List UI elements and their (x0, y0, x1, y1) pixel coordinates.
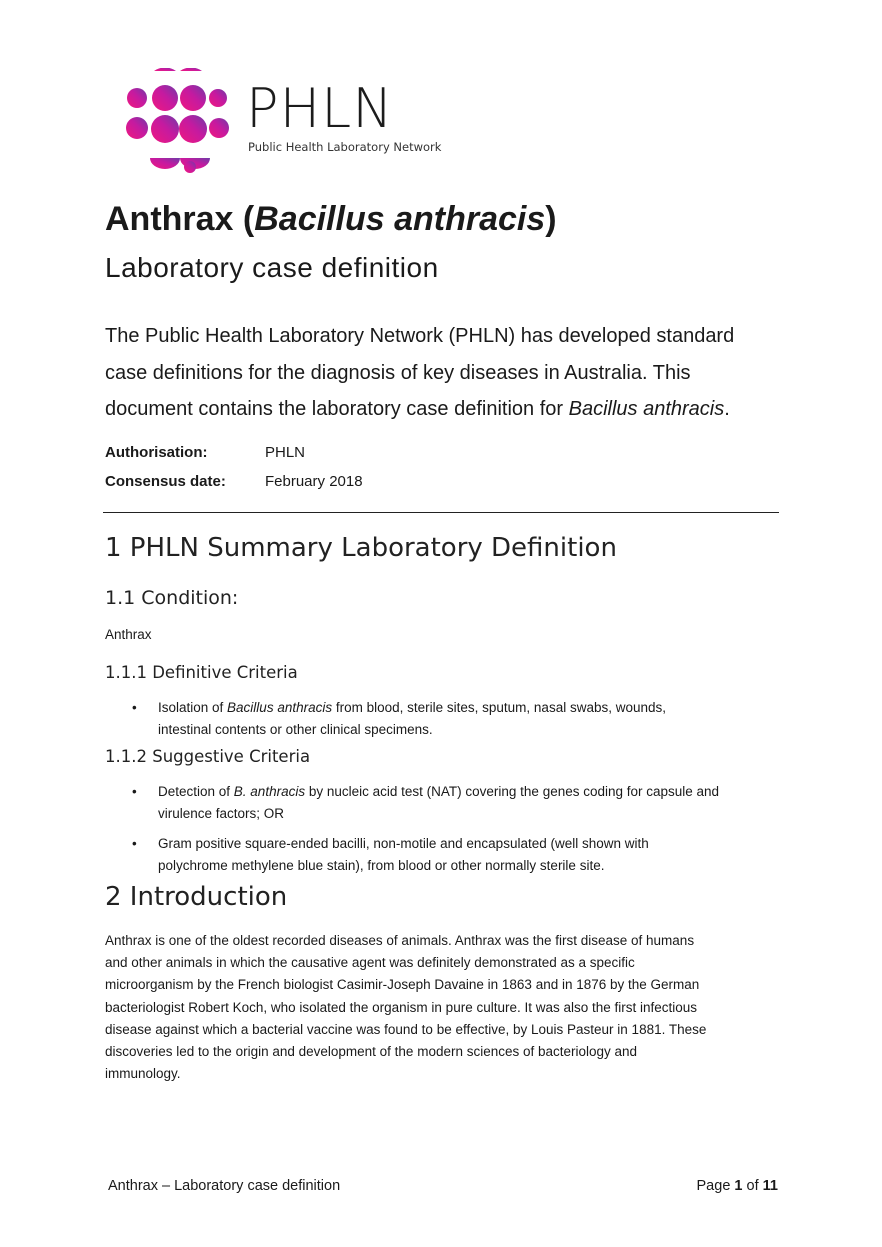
intro-line: The Public Health Laboratory Network (PHLN) has developed standard (105, 325, 735, 347)
item-species: Bacillus anthracis (227, 700, 333, 715)
bullet-icon: • (132, 700, 137, 715)
subsection-heading-condition: 1.1 Condition: (105, 587, 239, 609)
phln-logo (124, 68, 444, 178)
intro-line (105, 391, 785, 428)
title-species: Bacillus anthracis (254, 200, 546, 238)
page-total: 11 (762, 1178, 778, 1194)
section-heading-introduction: 2 Introduction (105, 882, 288, 912)
paragraph-line: discoveries led to the origin and development of the modern sciences of bacteriology and (105, 1044, 638, 1060)
list-item (128, 781, 788, 825)
logo-tagline: Public Health Laboratory Network (248, 140, 442, 154)
item-text-continued: polychrome methylene blue stain), from blood or other normally sterile site. (158, 858, 605, 873)
document-subtitle: Laboratory case definition (105, 252, 439, 283)
bullet-icon: • (132, 784, 137, 799)
meta-value: PHLN (265, 444, 306, 461)
suggestive-criteria-list (128, 781, 788, 877)
intro-line: case definitions for the diagnosis of key diseases in Australia. This (105, 361, 691, 384)
meta-value: February 2018 (265, 473, 363, 490)
page-label: Page (696, 1178, 735, 1194)
footer-title: Anthrax – Laboratory case definition (108, 1178, 341, 1194)
item-text: Gram positive square-ended bacilli, non-motile and encapsulated (well shown with (158, 836, 649, 851)
subsection-heading-suggestive-criteria: 1.1.2 Suggestive Criteria (105, 747, 311, 766)
page-of: of (742, 1178, 763, 1194)
document-metadata (105, 444, 363, 502)
bullet-icon: • (132, 836, 137, 851)
item-text-continued: intestinal contents or other clinical specimens. (158, 722, 433, 737)
title-suffix: ) (545, 200, 557, 238)
paragraph-line: immunology. (105, 1066, 181, 1082)
meta-row-consensus-date (105, 473, 363, 502)
subsection-heading-definitive-criteria: 1.1.1 Definitive Criteria (105, 663, 298, 682)
meta-row-authorisation (105, 444, 363, 473)
definitive-criteria-list (128, 697, 788, 741)
item-prefix: Detection of (158, 784, 234, 799)
paragraph-line: Anthrax is one of the oldest recorded diseases of animals. Anthrax was the first disease of humans (105, 933, 695, 948)
logo-wordmark: PHLN (246, 77, 394, 140)
page-footer (108, 1178, 778, 1194)
paragraph-line: bacteriologist Robert Koch, who isolated the organism in pure culture. It was also the first infectious (105, 999, 698, 1015)
paragraph-line: microorganism by the French biologist Casimir-Joseph Davaine in 1863 and in 1876 by the German (105, 977, 700, 993)
meta-label: Consensus date: (105, 473, 226, 490)
item-text: from blood, sterile sites, sputum, nasal swabs, wounds, (332, 700, 666, 715)
section-heading-summary: 1 PHLN Summary Laboratory Definition (105, 533, 617, 563)
list-item (128, 697, 788, 741)
paragraph-line: disease against which a bacterial vaccine was found to be effective, by Louis Pasteur in 1881. These (105, 1021, 707, 1037)
item-text: by nucleic acid test (NAT) covering the genes coding for capsule and (305, 784, 720, 799)
intro-species: Bacillus anthracis (568, 398, 725, 420)
page-number (697, 1178, 778, 1194)
introduction-paragraph (105, 930, 780, 1085)
list-item (128, 833, 788, 877)
page-current: 1 (734, 1178, 743, 1194)
item-text-continued: virulence factors; OR (158, 806, 285, 821)
section-divider (103, 512, 779, 513)
phln-logo-dots-icon (124, 68, 230, 174)
paragraph-line: and other animals in which the causative agent was definitely demonstrated as a specific (105, 955, 635, 971)
meta-label: Authorisation: (105, 444, 208, 461)
title-prefix: Anthrax ( (105, 200, 255, 238)
intro-line3-text: document contains the laboratory case definition for (105, 398, 569, 420)
intro-paragraph (105, 318, 785, 428)
intro-line3-end: . (724, 398, 730, 420)
item-prefix: Isolation of (158, 700, 228, 715)
item-species: B. anthracis (233, 784, 306, 799)
condition-text: Anthrax (105, 627, 152, 642)
document-title (105, 200, 557, 239)
